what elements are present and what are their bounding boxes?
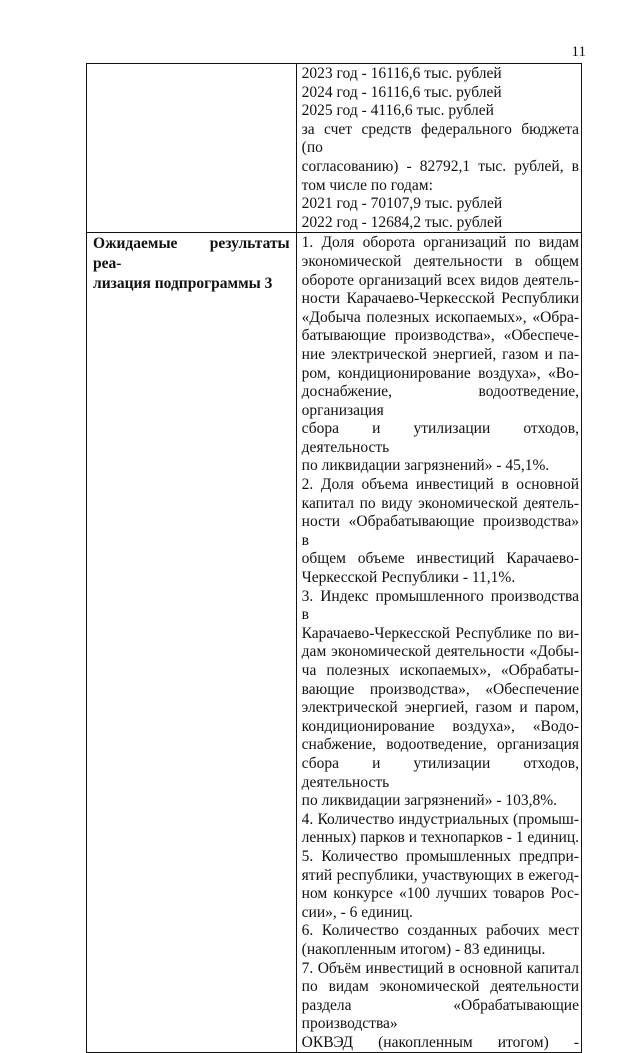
expected-results-heading bbox=[87, 233, 296, 294]
funding-line: 2021 год - 70107,9 тыс. рублей bbox=[301, 195, 503, 213]
result-line: доснабжение, водоотведение, организация bbox=[301, 383, 579, 419]
expected-results-list bbox=[297, 233, 581, 1052]
table-row-expected-results bbox=[87, 233, 582, 1053]
result-line: электрической энергией, газом и паром, bbox=[301, 699, 579, 717]
funding-line: за счет средств федерального бюджета (по bbox=[301, 120, 579, 157]
result-line: батывающие производства», «Обеспече- bbox=[301, 327, 579, 345]
result-line: по видам экономической деятельности bbox=[301, 978, 579, 996]
row1-left-text bbox=[87, 64, 296, 65]
result-line: ности Карачаево-Черкесской Республики bbox=[301, 290, 579, 308]
result-line: обороте организаций всех видов деятель- bbox=[301, 271, 579, 289]
result-line: 7. Объём инвестиций в основной капитал bbox=[301, 959, 579, 977]
result-line: Черкесской Республики - 11,1%. bbox=[301, 569, 516, 587]
result-line: капитал по виду экономической деятель- bbox=[301, 494, 579, 512]
result-line: сбора и утилизации отходов, деятельность bbox=[301, 754, 579, 791]
table-row-funding bbox=[87, 64, 582, 233]
result-line: ятий республики, участвующих в ежегод- bbox=[301, 866, 579, 884]
result-line: 4. Количество индустриальных (промыш- bbox=[301, 810, 579, 828]
result-line: общем объеме инвестиций Карачаево- bbox=[301, 550, 579, 568]
result-line: по ликвидации загрязнений» - 103,8%. bbox=[301, 792, 558, 810]
result-line: сбора и утилизации отходов, деятельность bbox=[301, 420, 579, 456]
funding-line: 2023 год - 16116,6 тыс. рублей bbox=[301, 65, 502, 82]
result-line: дам экономической деятельности «Добы- bbox=[301, 643, 579, 661]
result-line: 2. Доля объема инвестиций в основной bbox=[301, 476, 579, 494]
result-line: ОКВЭД (накопленным итогом) - bbox=[301, 1033, 579, 1051]
page-number: 11 bbox=[571, 44, 586, 60]
result-line: раздела «Обрабатывающие производства» bbox=[301, 996, 579, 1033]
funding-line: согласованию) - 82792,1 тыс. рублей, в bbox=[301, 157, 579, 175]
result-line: 3. Индекс промышленного производства в bbox=[301, 587, 579, 624]
result-line: экономической деятельности в общем bbox=[301, 252, 579, 270]
result-line: снабжение, водоотведение, организация bbox=[301, 736, 579, 754]
row1-right-cell bbox=[296, 64, 581, 233]
funding-line: 2025 год - 4116,6 тыс. рублей bbox=[301, 102, 494, 120]
heading-line: Ожидаемые результаты реа- bbox=[93, 235, 290, 273]
result-line: ние электрической энергией, газом и па- bbox=[301, 345, 579, 363]
result-line: Карачаево-Черкесской Республике по ви- bbox=[301, 624, 579, 642]
result-line: ленных) парков и технопарков - 1 единиц. bbox=[301, 829, 579, 847]
result-line: ности «Обрабатывающие производства» в bbox=[301, 513, 579, 549]
result-line: кондиционирование воздуха», «Водо- bbox=[301, 717, 579, 735]
result-line: ром, кондиционирование воздуха», «Во- bbox=[301, 364, 579, 382]
result-line: ча полезных ископаемых», «Обрабаты- bbox=[301, 662, 579, 679]
result-line: 6. Количество созданных рабочих мест bbox=[301, 922, 579, 940]
funding-line: 2024 год - 16116,6 тыс. рублей bbox=[301, 83, 502, 101]
heading-line: лизация подпрограммы 3 bbox=[93, 275, 273, 293]
result-line: «Добыча полезных ископаемых», «Обра- bbox=[301, 308, 579, 326]
row1-left-cell bbox=[87, 64, 297, 233]
result-line: 1. Доля оборота организаций по видам bbox=[301, 234, 579, 252]
result-line: ном конкурсе «100 лучших товаров Рос- bbox=[301, 885, 579, 903]
funding-line: 2022 год - 12684,2 тыс. рублей bbox=[301, 213, 503, 231]
funding-line: том числе по годам: bbox=[301, 176, 433, 194]
result-line: сии», - 6 единиц. bbox=[301, 903, 413, 921]
result-line: (накопленным итогом) - 83 единицы. bbox=[301, 940, 546, 958]
result-line: 5. Количество промышленных предпри- bbox=[301, 847, 579, 865]
result-line: вающие производства», «Обеспечение bbox=[301, 680, 579, 698]
row1-content bbox=[297, 64, 581, 232]
result-line: по ликвидации загрязнений» - 45,1%. bbox=[301, 457, 550, 475]
row2-right-cell bbox=[296, 233, 581, 1053]
row2-left-cell bbox=[87, 233, 297, 1053]
